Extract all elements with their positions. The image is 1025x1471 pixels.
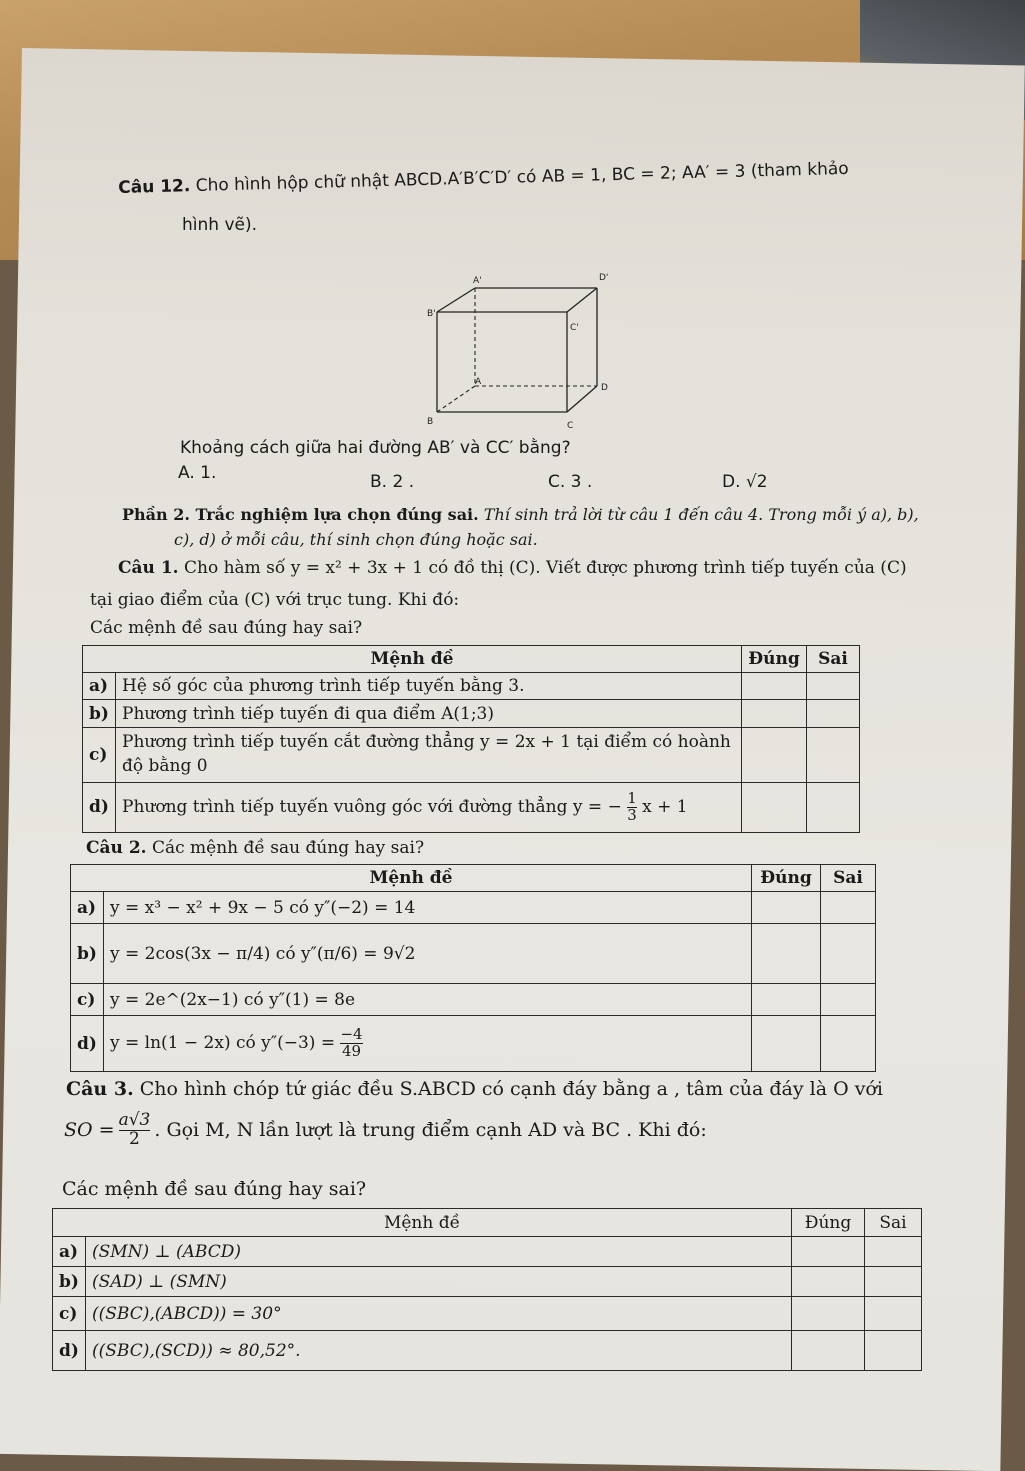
q12-line1 [118, 159, 849, 198]
c2-row-b-true-cell[interactable] [752, 924, 821, 984]
c2-header-false: Sai [821, 865, 876, 892]
c1-table [82, 645, 860, 833]
c1-row-d-label: d) [83, 782, 116, 832]
c2-row-a-text: y = x³ − x² + 9x − 5 có y″(−2) = 14 [104, 892, 752, 924]
c1-row-a-label: a) [83, 673, 116, 700]
label-c-prime: C' [570, 323, 579, 333]
c1-row-c-true-cell[interactable] [742, 728, 807, 783]
q12-text2: hình vẽ). [182, 215, 258, 235]
c3-row-b-text: (SAD) ⊥ (SMN) [86, 1267, 792, 1297]
c3-ask: Các mệnh đề sau đúng hay sai? [62, 1178, 367, 1200]
c3-so-num: a√3 [118, 1110, 151, 1130]
c2-text: Các mệnh đề sau đúng hay sai? [151, 838, 425, 858]
c1-row-d-true-cell[interactable] [742, 782, 807, 832]
c3-row-a-label: a) [53, 1237, 86, 1267]
c1-row-a-true-cell[interactable] [742, 673, 807, 700]
c1-heading: Câu 1. [118, 558, 179, 578]
c2-row-d-text: y = ln(1 − 2x) có y″(−3) = [110, 1033, 336, 1053]
c3-row-a-false-cell[interactable] [865, 1237, 922, 1267]
c2-row-c-label: c) [71, 984, 104, 1016]
c3-row-a-text: (SMN) ⊥ (ABCD) [86, 1237, 792, 1267]
part2-instr2: c), d) ở mỗi câu, thí sinh chọn đúng hoặc sai. [174, 530, 538, 549]
c2-row-b-text: y = 2cos(3x − π/4) có y″(π/6) = 9√2 [104, 924, 752, 984]
c3-so-den: 2 [129, 1128, 140, 1149]
c1-row-b-text: Phương trình tiếp tuyến đi qua điểm A(1;3) [116, 700, 742, 728]
c3-row-b-label: b) [53, 1267, 86, 1297]
c2-header-true: Đúng [752, 865, 821, 892]
c1-ask: Các mệnh đề sau đúng hay sai? [90, 618, 363, 638]
c2-row-d-label: d) [71, 1016, 104, 1072]
c2-row-d-true-cell[interactable] [752, 1016, 821, 1072]
c2-row-d-num: −4 [340, 1025, 363, 1044]
c1-row-c-text: Phương trình tiếp tuyến cắt đường thẳng y = 2x + 1 tại điểm có hoành độ bằng 0 [116, 728, 742, 783]
q12-option-d: D. √2 [722, 472, 768, 492]
q12-option-b: B. 2 . [370, 472, 415, 492]
c1-header-statement: Mệnh đề [83, 646, 742, 673]
c2-row-c-text: y = 2e^(2x−1) có y″(1) = 8e [104, 984, 752, 1016]
c3-text1: Cho hình chóp tứ giác đều S.ABCD có cạnh đáy bằng a , tâm của đáy là O với [139, 1078, 883, 1100]
c2-row-d-fraction [340, 1027, 362, 1060]
c1-header-false: Sai [807, 646, 860, 673]
c3-row-d-true-cell[interactable] [792, 1331, 865, 1371]
c3-header-statement: Mệnh đề [53, 1209, 792, 1237]
c2-header-statement: Mệnh đề [71, 865, 752, 892]
c3-heading: Câu 3. [66, 1078, 134, 1100]
label-a: A [475, 377, 482, 387]
c1-row-c-label: c) [83, 728, 116, 783]
part2-heading: Phần 2. Trắc nghiệm lựa chọn đúng sai. [122, 505, 479, 524]
c3-row-d-text: ((SBC),(SCD)) ≈ 80,52°. [86, 1331, 792, 1371]
part2-line1 [122, 505, 919, 524]
c1-text2: tại giao điểm của (C) với trục tung. Khi đó: [90, 590, 460, 610]
c3-row-a-true-cell[interactable] [792, 1237, 865, 1267]
c1-line1 [118, 558, 907, 578]
q12-option-a: A. 1. [178, 463, 217, 483]
c2-row-a-true-cell[interactable] [752, 892, 821, 924]
c1-text1: Cho hàm số y = x² + 3x + 1 có đồ thị (C). Viết được phương trình tiếp tuyến của (C) [183, 558, 907, 578]
label-a-prime: A' [473, 276, 482, 286]
q12-question: Khoảng cách giữa hai đường AB′ và CC′ bằng? [180, 438, 571, 458]
c2-row-c-false-cell[interactable] [821, 984, 876, 1016]
c2-heading: Câu 2. [86, 838, 147, 858]
c2-row-d-false-cell[interactable] [821, 1016, 876, 1072]
c1-row-c-false-cell[interactable] [807, 728, 860, 783]
c1-row-b-false-cell[interactable] [807, 700, 860, 728]
c2-table [70, 864, 876, 1072]
c3-text2: . Gọi M, N lần lượt là trung điểm cạnh AD và BC . Khi đó: [154, 1119, 707, 1142]
c2-row-d-cell [104, 1016, 752, 1072]
label-d: D [601, 383, 608, 393]
label-d-prime: D' [599, 273, 609, 283]
label-c: C [567, 421, 574, 431]
c3-so-left: SO = [64, 1119, 115, 1142]
c3-row-b-false-cell[interactable] [865, 1267, 922, 1297]
c1-row-d-fraction [627, 788, 637, 824]
c3-header-false: Sai [865, 1209, 922, 1237]
c1-row-d-num: 1 [627, 788, 637, 807]
c1-header-true: Đúng [742, 646, 807, 673]
c1-row-b-label: b) [83, 700, 116, 728]
c3-line1 [66, 1078, 883, 1100]
part2-instr1: Thí sinh trả lời từ câu 1 đến câu 4. Trong mỗi ý a), b), [483, 505, 919, 524]
c3-row-c-text: ((SBC),(ABCD)) = 30° [86, 1297, 792, 1331]
c3-row-d-label: d) [53, 1331, 86, 1371]
c1-row-d-false-cell[interactable] [807, 782, 860, 832]
c1-row-d-cell [116, 782, 742, 832]
c2-row-a-label: a) [71, 892, 104, 924]
c2-row-c-true-cell[interactable] [752, 984, 821, 1016]
label-b-prime: B' [427, 309, 436, 319]
c3-table [52, 1208, 922, 1371]
c3-row-c-true-cell[interactable] [792, 1297, 865, 1331]
c3-line2 [64, 1112, 707, 1149]
c3-row-d-false-cell[interactable] [865, 1331, 922, 1371]
c2-row-d-den: 49 [342, 1042, 362, 1060]
c3-so-fraction [119, 1112, 151, 1149]
c2-row-b-label: b) [71, 924, 104, 984]
c2-row-a-false-cell[interactable] [821, 892, 876, 924]
q12-option-c: C. 3 . [548, 472, 593, 492]
q12-text1: Cho hình hộp chữ nhật ABCD.A′B′C′D′ có AB = 1, BC = 2; AA′ = 3 (tham khảo [195, 158, 849, 196]
c2-line [86, 838, 424, 858]
c1-row-a-text: Hệ số góc của phương trình tiếp tuyến bằng 3. [116, 673, 742, 700]
c3-row-b-true-cell[interactable] [792, 1267, 865, 1297]
c1-row-b-true-cell[interactable] [742, 700, 807, 728]
c3-row-c-label: c) [53, 1297, 86, 1331]
c3-row-c-false-cell[interactable] [865, 1297, 922, 1331]
q12-heading: Câu 12. [118, 176, 191, 198]
c3-header-true: Đúng [792, 1209, 865, 1237]
c1-row-d-den: 3 [627, 805, 637, 824]
c1-row-d-tail: x + 1 [642, 796, 688, 817]
c1-row-a-false-cell[interactable] [807, 673, 860, 700]
c1-row-d-text: Phương trình tiếp tuyến vuông góc với đường thẳng y = − [122, 796, 622, 817]
label-b: B [427, 417, 434, 427]
box-figure [415, 270, 630, 435]
c2-row-b-false-cell[interactable] [821, 924, 876, 984]
